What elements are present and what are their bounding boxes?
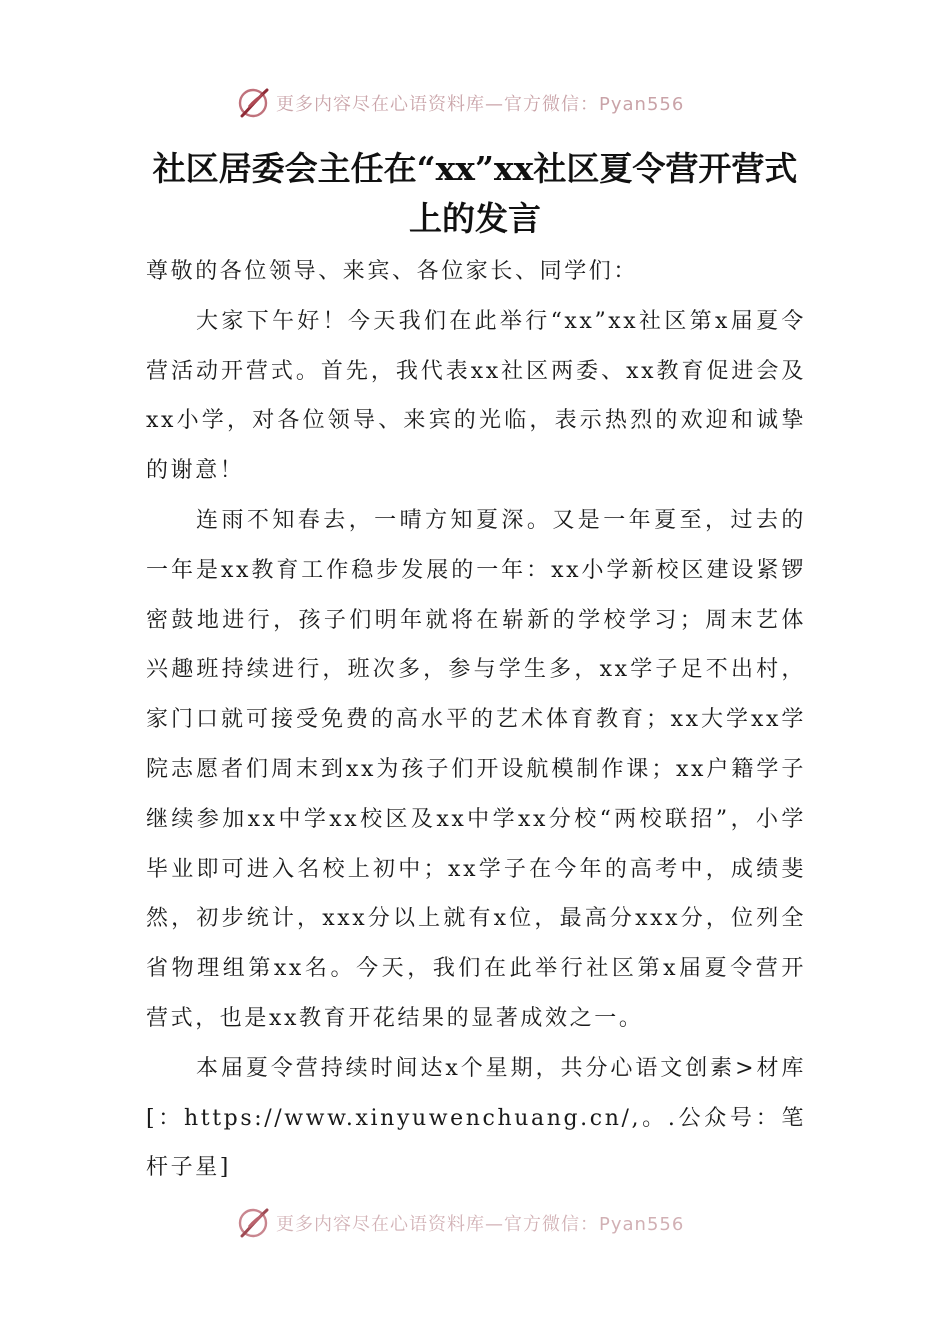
paragraph-3: 本届夏令营持续时间达x个星期，共分心语文创素>材库[：https://www.xinyuwenchuang.cn/,。.公众号：笔杆子星] [146, 1055, 806, 1181]
paragraph-1: 大家下午好！今天我们在此举行“xx”xx社区第x届夏令营活动开营式。首先，我代表xx社区两委、xx教育促进会及xx小学，对各位领导、来宾的光临，表示热烈的欢迎和诚挚的谢意！ [146, 308, 806, 484]
footer-watermark [236, 1206, 736, 1240]
paragraph-2: 连雨不知春去，一晴方知夏深。又是一年夏至，过去的一年是xx教育工作稳步发展的一年：xx小学新校区建设紧锣密鼓地进行，孩子们明年就将在崭新的学校学习；周末艺体兴趣班持续进行，班次多，参与学生多，xx学子足不出村，家门口就可接受免费的高水平的艺术体育教育；xx大学xx学院志愿者们周末到xx为孩子们开设航模制作课；xx户籍学子继续参加xx中学xx校区及xx中学xx分校“两校联招”，小学毕业即可进入名校上初中；xx学子在今年的高考中，成绩斐然，初步统计，xxx分以上就有x位，最高分xxx分，位列全省物理组第xx名。今天，我们在此举行社区第x届夏令营开营式，也是xx教育开花结果的显著成效之一。 [146, 507, 806, 1031]
header-watermark [236, 86, 736, 120]
document-title: 社区居委会主任在“xx”xx社区夏令营开营式上的发言 [152, 149, 798, 238]
document-body [146, 247, 806, 1193]
salutation: 尊敬的各位领导、来宾、各位家长、同学们： [146, 259, 639, 284]
quill-logo-icon [236, 86, 270, 120]
quill-logo-icon [236, 1206, 270, 1240]
footer-watermark-text: 更多内容尽在心语资料库—官方微信：Pyan556 [276, 1214, 685, 1235]
header-watermark-text: 更多内容尽在心语资料库—官方微信：Pyan556 [276, 94, 685, 115]
